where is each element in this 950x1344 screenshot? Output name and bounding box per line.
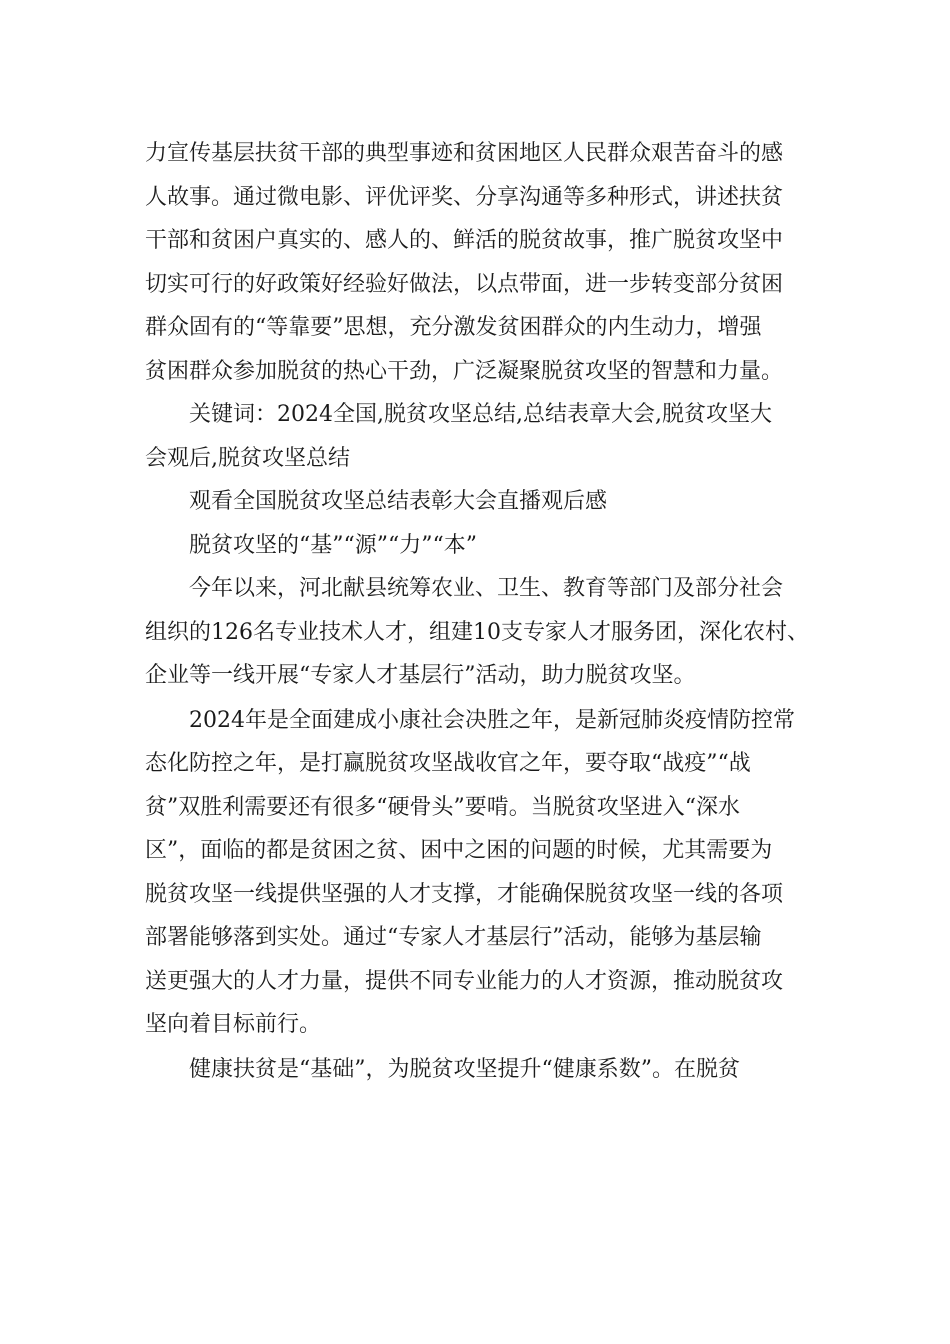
text-line: 送更强大的人才力量，提供不同专业能力的人才资源，推动脱贫攻 (145, 968, 784, 994)
text-line: 脱贫攻坚一线提供坚强的人才支撑，才能确保脱贫攻坚一线的各项 (145, 881, 784, 907)
text-line: 部署能够落到实处。通过“专家人才基层行”活动，能够为基层输 (145, 925, 762, 950)
text-line: 区”，面临的都是贫困之贫、困中之困的问题的时候，尤其需要为 (145, 838, 773, 863)
text-line: 干部和贫困户真实的、感人的、鲜活的脱贫故事，推广脱贫攻坚中 (145, 228, 784, 253)
article-title: 观看全国脱贫攻坚总结表彰大会直播观后感 (189, 489, 608, 514)
text-line: 2024年是全面建成小康社会决胜之年，是新冠肺炎疫情防控常 (189, 707, 795, 733)
keywords-line: 会观后,脱贫攻坚总结 (145, 445, 350, 471)
paragraph-health (145, 1048, 810, 1092)
text-line: 力宣传基层扶贫干部的典型事迹和贫困地区人民群众艰苦奋斗的感 (145, 141, 784, 166)
text-line: 今年以来，河北献县统筹农业、卫生、教育等部门及部分社会 (189, 576, 784, 601)
keywords-line: 关键词：2024全国,脱贫攻坚总结,总结表章大会,脱贫攻坚大 (189, 402, 772, 427)
article-subtitle: 脱贫攻坚的“基”“源”“力”“本” (189, 532, 477, 558)
text-line: 态化防控之年，是打赢脱贫攻坚战收官之年，要夺取“战疫”“战 (145, 751, 751, 776)
paragraph-2024 (145, 699, 810, 1047)
text-line: 坚向着目标前行。 (145, 1012, 322, 1037)
paragraph-experts (145, 567, 810, 698)
text-line: 人故事。通过微电影、评优评奖、分享沟通等多种形式，讲述扶贫 (145, 184, 784, 210)
text-line: 群众固有的“等靠要”思想，充分激发贫困群众的内生动力，增强 (145, 315, 762, 340)
text-line: 组织的126名专业技术人才，组建10支专家人才服务团，深化农村、 (145, 619, 809, 645)
text-line: 健康扶贫是“基础”，为脱贫攻坚提升“健康系数”。在脱贫 (189, 1056, 740, 1082)
text-line: 企业等一线开展“专家人才基层行”活动，助力脱贫攻坚。 (145, 663, 696, 688)
document-body (145, 132, 810, 1091)
keywords-paragraph (145, 393, 810, 480)
text-line: 切实可行的好政策好经验好做法，以点带面，进一步转变部分贫困 (145, 271, 784, 297)
text-line: 贫困群众参加脱贫的热心干劲，广泛凝聚脱贫攻坚的智慧和力量。 (145, 358, 784, 384)
text-line: 贫”双胜利需要还有很多“硬骨头”要啃。当脱贫攻坚进入“深水 (145, 794, 740, 820)
paragraph-publicity (145, 132, 810, 393)
